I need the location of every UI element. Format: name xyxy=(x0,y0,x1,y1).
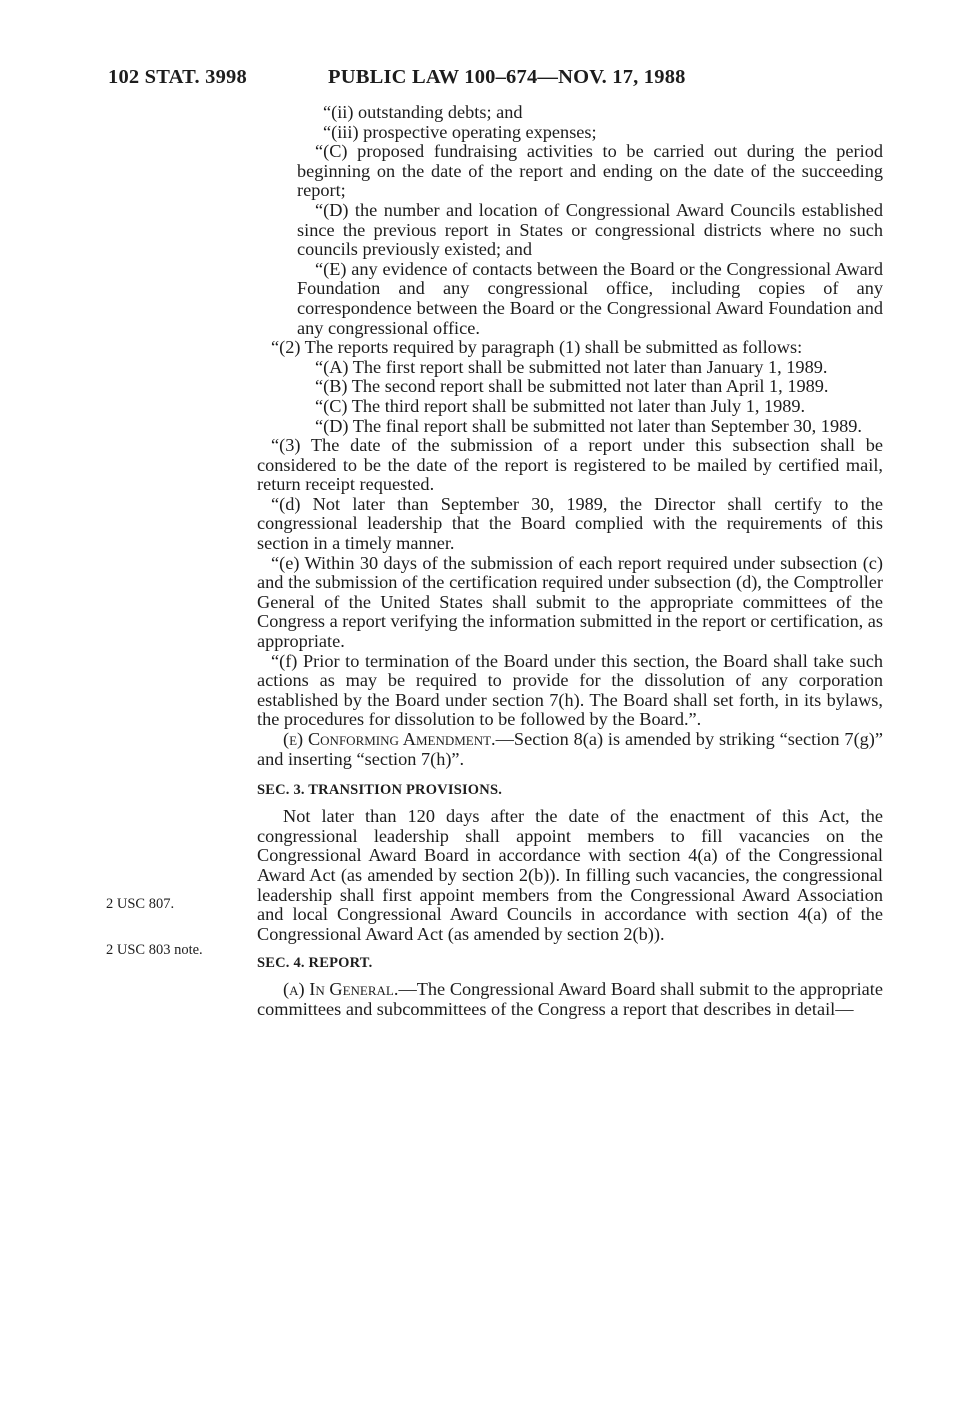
subsection-f: “(f) Prior to termination of the Board under this section, the Board shall take such actions as may be required to provide for the dissolution of any corporation established by the Board under section 7(h). The Board shall set forth, in its bylaws, the procedures for dissolution to be followed by the Board.”. xyxy=(257,650,883,730)
body-text xyxy=(0,103,954,1020)
margin-note-usc-803: 2 USC 803 note. xyxy=(106,942,203,958)
report-b: “(B) The second report shall be submitted not later than April 1, 1989. xyxy=(315,376,829,397)
conforming-amendment xyxy=(257,730,883,769)
margin-note-usc-807: 2 USC 807. xyxy=(106,896,175,912)
report-d: “(D) The final report shall be submitted not later than September 30, 1989. xyxy=(315,415,862,436)
subsection-d: “(d) Not later than September 30, 1989, the Director shall certify to the congressional leadership that the Board complied with the requirements of this section in a timely manner. xyxy=(257,493,883,554)
section-3-text: Not later than 120 days after the date of the enactment of this Act, the congressional leadership shall appoint members to fill vacancies on the Congressional Award Board in accordance with section 4(a) of the Congressional Award Act (as amended by section 2(b)). In filling such vacancies, the congressional leadership shall first appoint members from the Congressional Award Association and local Congressional Award Councils in accordance with section 4(a) of the Congressional Award Act (as amended by section 2(b)). xyxy=(257,806,883,944)
section-3-heading: SEC. 3. TRANSITION PROVISIONS. xyxy=(257,782,503,799)
clause-ii: “(ii) outstanding debts; and xyxy=(323,102,523,122)
clause-iii: “(iii) prospective operating expenses; xyxy=(323,121,597,142)
in-general-label: (a) In General. xyxy=(283,979,399,1000)
subparagraph-c: “(C) proposed fundraising activities to be carried out during the period beginning on the date of the report and ending on the date of the succeeding report; xyxy=(297,141,883,201)
subsection-e: “(e) Within 30 days of the submission of each report required under subsection (c) and the submission of the certification required under subsection (d), the Comptroller General of the United States shall submit to the appropriate committees of the Congress a report verifying the information submitted in the report or certification, as appropriate. xyxy=(257,552,883,652)
report-c: “(C) The third report shall be submitted not later than July 1, 1989. xyxy=(315,395,806,416)
running-title: PUBLIC LAW 100–674—NOV. 17, 1988 xyxy=(328,66,686,88)
paragraph-3: “(3) The date of the submission of a report under this subsection shall be considered to be the date of the report is registered to be mailed by certified mail, return receipt requested. xyxy=(257,435,883,495)
subparagraph-d: “(D) the number and location of Congressional Award Councils established since the previous report in States or congressional districts where no such councils previously existed; and xyxy=(297,199,883,260)
subparagraph-e: “(E) any evidence of contacts between the Board or the Congressional Award Foundation and any congressional office, including copies of any correspondence between the Board or the Congressional Award Foundation and any congressional office. xyxy=(297,258,883,338)
section-4-heading: SEC. 4. REPORT. xyxy=(257,955,373,972)
conforming-amendment-text: —Section 8(a) is amended by striking “section 7(g)” and inserting “section 7(h)”. xyxy=(257,729,883,769)
paragraph-2: “(2) The reports required by paragraph (1) shall be submitted as follows: xyxy=(271,337,803,358)
report-a: “(A) The first report shall be submitted not later than January 1, 1989. xyxy=(315,356,828,377)
conforming-amendment-label: (e) Conforming Amendment. xyxy=(283,729,496,749)
section-4-subsection-a xyxy=(257,980,883,1019)
in-general-text: —The Congressional Award Board shall submit to the appropriate committees and subcommittees of the Congress a report that describes in detail— xyxy=(257,979,883,1019)
page-reference: 102 STAT. 3998 xyxy=(108,66,247,88)
